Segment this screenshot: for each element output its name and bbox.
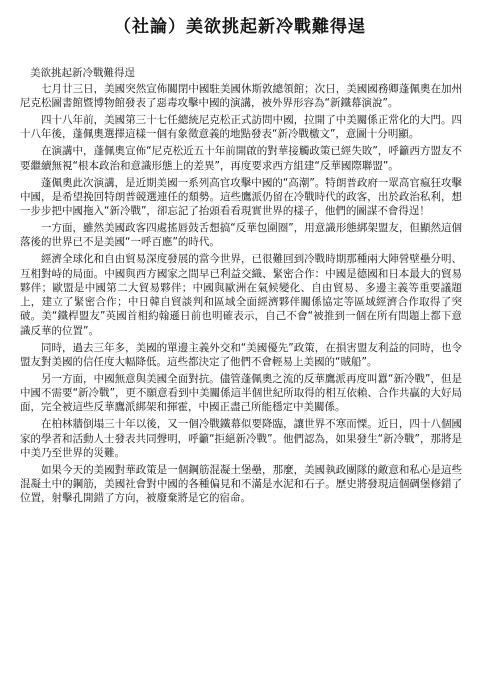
article-body [20, 82, 462, 508]
paragraph: 一方面，雖然美國政客四處搖唇鼓舌想搞“反華包圍圈”，用意識形態綁架盟友，但顯然這個落後的世界已不是美國“一呼百應”的時代。 [20, 222, 462, 249]
paragraph: 另一方面，中國無意與美國全面對抗。儘管蓬佩奧之流的反華鷹派再度叫囂“新冷戰”，但是中國不需要“新冷戰”，更不願意看到中美關係這半個世紀所取得的相互依賴、合作共贏的大好局面，完全被這些反華鷹派綁架和揮霍，中國正盡己所能穩定中美關係。 [20, 372, 462, 414]
article-title: （社論）美欲挑起新冷戰難得逞 [114, 17, 366, 37]
paragraph: 七月廿三日，美國突然宣佈關閉中國駐美國休斯敦總領館；次日，美國國務卿蓬佩奧在加州尼克松圖書館暨博物館發表了惡毒攻擊中國的演講，被外界形容為“新鐵幕演說”。 [20, 83, 462, 110]
paragraph: 同時，過去三年多，美國的單邊主義外交和“美國優先”政策，在損害盟友利益的同時，也令盟友對美國的信任度大幅降低。這些都決定了他們不會輕易上美國的“賊船”。 [20, 341, 462, 368]
paragraph: 蓬佩奧此次演講，是近期美國一系列高官攻擊中國的“高潮”。特朗普政府一眾高官瘋狂攻擊中國，是希望挽回特朗普競選連任的頹勢。這些鷹派仍留在冷戰時代的政客，出於政治私利，想一步步把中國拖入“新冷戰”，卻忘記了抬頭看看現實世界的樣子，他們的圖謀不會得逞！ [20, 176, 462, 218]
article-subtitle: 美欲挑起新冷戰難得逞 [30, 67, 135, 79]
paragraph: 經濟全球化和自由貿易深度發展的當今世界，已很難回到冷戰時期那種兩大陣營壁壘分明、互相對峙的局面。中國與西方國家之間早已利益交織、緊密合作：中國是德國和日本最大的貿易夥伴；歐盟是中國第二大貿易夥伴；中國與歐洲在氣候變化、自由貿易、多邊主義等重要議題上，建立了緊密合作；中日韓自貿談判和區域全面經濟夥伴關係協定等區域經濟合作取得了突破。美“鐵桿盟友”英國首相約翰遜日前也明確表示，自己不會“被推到一個在所有問題上都下意識反華的位置”。 [20, 253, 462, 337]
paragraph: 如果今天的美國對華政策是一個鋼筋混凝土堡壘，那麼，美國執政團隊的敵意和私心是這些混凝土中的鋼筋，美國社會對中國的各種偏見和不滿是水泥和石子。歷史將發現這個碉堡修錯了位置，射擊孔開錯了方向，被廢棄將是它的宿命。 [20, 463, 462, 505]
paragraph: 四十八年前，美國第三十七任總統尼克松正式訪問中國，拉開了中美關係正常化的大門。四十八年後，蓬佩奧選擇這樣一個有象徵意義的地點發表“新冷戰檄文”，意圖十分明顯。 [20, 114, 462, 141]
paragraph: 在演講中，蓬佩奧宣佈“尼克松近五十年前開啟的對華接觸政策已經失敗”，呼籲西方盟友不要繼續無視“根本政治和意識形態上的差異”，再度要求西方組建“反華國際聯盟”。 [20, 145, 462, 172]
paragraph: 在柏林牆倒塌三十年以後，又一個冷戰鐵幕似要降臨，讓世界不寒而慄。近日，四十八個國家的學者和活動人士發表共同聲明，呼籲“拒絕新冷戰”。他們認為，如果發生“新冷戰”，那將是中美乃至世界的災難。 [20, 418, 462, 459]
